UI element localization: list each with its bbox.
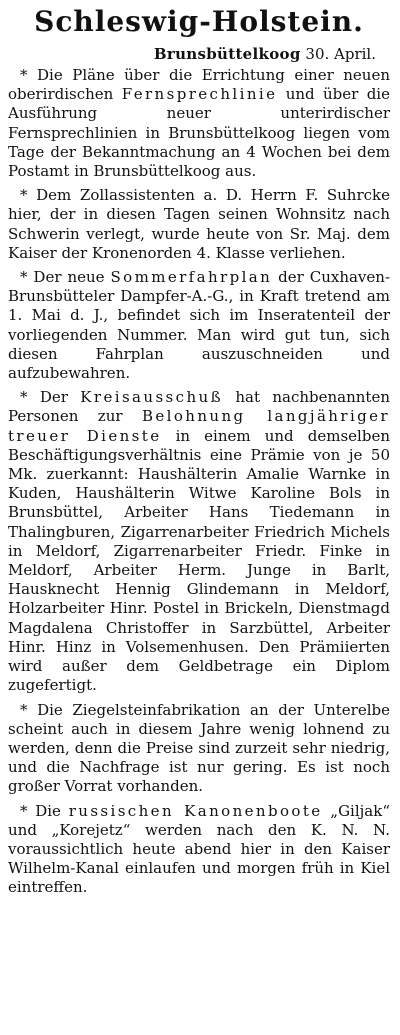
news-item-text: * Dem Zollassistenten a. D. Herrn F. Suhrcke hier, der in diesen Tagen seinen Wohnsitz nach Schwerin verlegt, wurde heute von Sr. Maj. dem Kaiser der Kronenorden 4. Klasse verliehen. [8, 186, 390, 262]
news-item-text: der Cuxhaven-Brunsbütteler Dampfer-A.-G., in Kraft tretend am 1. Mai d. J., befindet sich im Inseratenteil der vorliegenden Nummer. Man wird gut tun, sich diesen Fahrplan auszuschneiden und aufzubewahren. [8, 268, 391, 383]
news-item [8, 186, 390, 263]
emphasized-text: Kreisausschuß [80, 388, 223, 407]
news-item [8, 388, 390, 695]
dateline-date: 30. April. [305, 45, 376, 63]
news-item [8, 268, 390, 383]
emphasized-text: Belohnung langjähriger treuer Dienste [8, 407, 390, 445]
news-item [8, 802, 390, 898]
emphasized-text: Fernsprechlinie [121, 85, 278, 104]
news-item-text: „Giljak“ und „Korejetz“ werden nach den K. N. N. voraussichtlich heute abend hier in den Kaiser Wilhelm-Kanal einlaufen und morgen früh in Kiel eintreffen. [8, 801, 390, 897]
news-item-text: * Die Pläne über die Errichtung einer neuen oberirdischen [8, 66, 390, 104]
news-item-text: und über die Ausführung neuer unterirdischer Fernsprechlinien in Brunsbüttelkoog liegen vom Tage der Bekanntmachung an 4 Wochen bei dem Postamt in Brunsbüttelkoog aus. [8, 85, 390, 181]
news-item-text: in einem und demselben Beschäftigungsverhältnis eine Prämie von je 50 Mk. zuerkannt: Haushälterin Amalie Warnke in Kuden, Haushälterin Witwe Karoline Bols in Brunsbüttel, Arbeiter Hans Tiedemann in Thalingburen, Zigarrenarbeiter Friedrich Michels in Meldorf, Zigarrenarbeiter Friedr. Finke in Meldorf, Arbeiter Herm. Junge in Barlt, Hausknecht Hennig Glindemann in Meldorf, Holzarbeiter Hinr. Postel in Brickeln, Dienstmagd Magdalena Christoffer in Sarzbüttel, Arbeiter Hinr. Hinz in Volsemenhusen. Den Prämiierten wird außer dem Geldbetrage ein Diplom zugefertigt. [8, 426, 390, 695]
news-item-text: * Die Ziegelsteinfabrikation an der Unterelbe scheint auch in diesem Jahre wenig lohnend zu werden, denn die Preise sind zurzeit sehr niedrig, und die Nachfrage ist nur gering. Es ist noch großer Vorrat vorhanden. [8, 700, 390, 796]
dateline [8, 44, 390, 64]
news-item-text: * Der [20, 388, 81, 407]
article-list [8, 66, 390, 898]
emphasized-text: Sommerfahrplan [110, 268, 273, 287]
news-item-text: * Die [20, 801, 69, 820]
news-item [8, 66, 390, 181]
dateline-place: Brunsbüttelkoog [153, 45, 301, 63]
news-item [8, 701, 390, 797]
news-item-text: hat nachbenannten Personen zur [8, 388, 390, 426]
section-headline: Schleswig-Holstein. [34, 5, 364, 38]
news-item-text: * Der neue [20, 268, 111, 287]
emphasized-text: russischen Kanonenboote [68, 801, 323, 820]
